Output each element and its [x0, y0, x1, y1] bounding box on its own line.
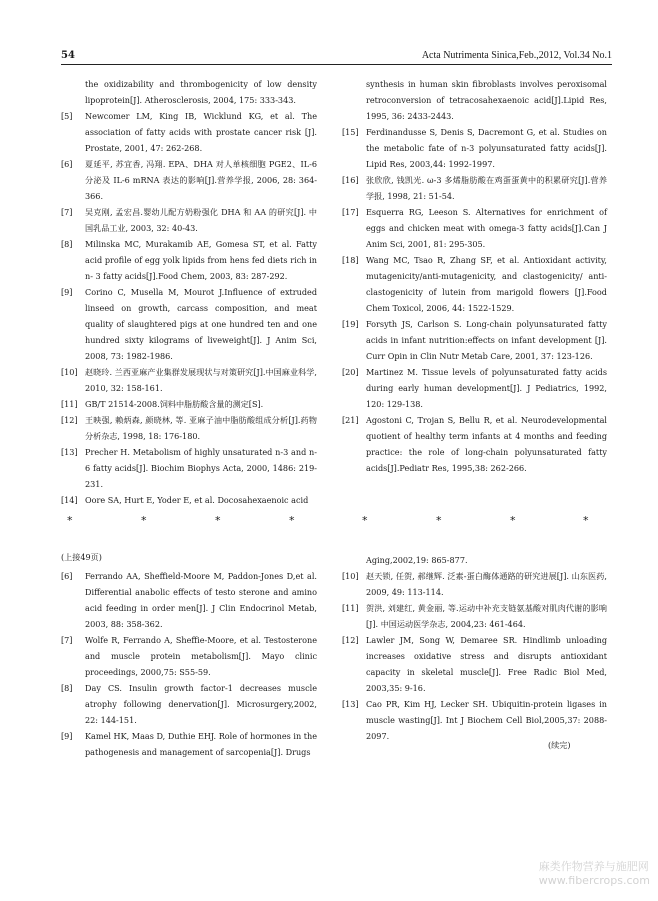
reference-item — [61, 412, 317, 444]
reference-item — [342, 204, 607, 252]
reference-number: [19] — [342, 319, 359, 329]
reference-number: [14] — [61, 495, 78, 505]
reference-number: [9] — [61, 731, 73, 741]
reference-number: [9] — [61, 287, 73, 297]
reference-item — [342, 76, 607, 124]
reference-item — [61, 680, 317, 728]
continued-from-label: (上接49页) — [61, 552, 102, 562]
reference-number: [5] — [61, 111, 73, 121]
reference-text: 张欣欣, 钱凯光. ω-3 多烯脂肪酸在鸡蛋蛋黄中的积累研究[J].营养学报, 1998, 21: 51-54. — [366, 175, 607, 201]
reference-text: Precher H. Metabolism of highly unsaturated n-3 and n-6 fatty acids[J]. Biochim Biophys Acta, 2000, 1486: 219-231. — [85, 447, 317, 489]
reference-number: [17] — [342, 207, 359, 217]
reference-item — [61, 492, 317, 508]
reference-number: [7] — [61, 207, 73, 217]
reference-number: [18] — [342, 255, 359, 265]
references-upper-left — [61, 76, 317, 508]
reference-item — [61, 364, 317, 396]
reference-item — [61, 632, 317, 680]
reference-number: [11] — [342, 603, 359, 613]
separator-star: * — [583, 514, 589, 527]
reference-item — [61, 284, 317, 364]
reference-item — [61, 568, 317, 632]
reference-text: Corino C, Musella M, Mourot J.Influence of extruded linseed on growth, carcass composition, and meat quality of slaughtered pigs at one hundred ten and one hundred sixty kilograms of liveweight[J]. J Anim Sci, 2008, 73: 1982-1986. — [85, 287, 317, 361]
reference-item — [61, 108, 317, 156]
reference-item — [342, 600, 607, 632]
reference-text: 夏延平, 苏宜香, 冯翔. EPA、DHA 对人单核细胞 PGE2、IL-6 分泌及 IL-6 mRNA 表达的影响[J].营养学报, 2006, 28: 364-366. — [85, 159, 317, 201]
reference-number: [10] — [342, 571, 359, 581]
reference-number — [61, 76, 85, 108]
reference-text: 王映强, 赖炳森, 颜晓林, 等. 亚麻子油中脂肪酸组成分析[J].药物分析杂志, 1998, 18: 176-180. — [85, 415, 317, 441]
reference-item — [61, 204, 317, 236]
reference-text: Wolfe R, Ferrando A, Sheffie-Moore, et al. Testosterone and muscle protein metabolism[J]. Mayo clinic proceedings, 2000,75: S55-59. — [85, 635, 317, 677]
reference-text: the oxidizability and thrombogenicity of low density lipoprotein[J]. Atherosclerosis, 2004, 175: 333-343. — [85, 79, 317, 105]
reference-text: Agostoni C, Trojan S, Bellu R, et al. Neurodevelopmental quotient of healthy term infants at 4 months and feeding practice: the role of long-chain polyunsaturated fatty acids[J].Pediatr Res, 1995,38: 262-266. — [366, 415, 607, 473]
reference-item — [61, 396, 317, 412]
reference-number — [342, 76, 366, 124]
reference-item — [61, 76, 317, 108]
reference-text: Aging,2002,19: 865-877. — [366, 555, 468, 565]
reference-number: [6] — [61, 571, 73, 581]
references-lower-left — [61, 568, 317, 760]
reference-number: [13] — [342, 699, 359, 709]
separator-star: * — [436, 514, 442, 527]
reference-item — [342, 172, 607, 204]
reference-item — [342, 252, 607, 316]
reference-text: Wang MC, Tsao R, Zhang SF, et al. Antioxidant activity, mutagenicity/anti-mutagenicity, and clastogenicity/ anti- clastogenicity of lutein from marigold flowers [J].Food Chem Toxicol, 2006, 44: 1522-1529. — [366, 255, 607, 313]
reference-item — [342, 316, 607, 364]
references-upper-right — [342, 76, 607, 476]
separator-star: * — [141, 514, 147, 527]
reference-text: Ferrando AA, Sheffield-Moore M, Paddon-Jones D,et al. Differential anabolic effects of testo sterone and amino acid feeding in order men[J]. J Clin Endocrinol Metab, 2003, 88: 358-362. — [85, 571, 317, 629]
reference-number: [12] — [61, 415, 78, 425]
reference-text: Milinska MC, Murakamib AE, Gomesa ST, et al. Fatty acid profile of egg yolk lipids from hens fed diets rich in n- 3 fatty acids[J].Food Chem, 2003, 83: 287-292. — [85, 239, 317, 281]
reference-text: Cao PR, Kim HJ, Lecker SH. Ubiquitin-protein ligases in muscle wasting[J]. Int J Biochem Cell Biol,2005,37: 2088-2097. — [366, 699, 607, 741]
reference-text: Newcomer LM, King IB, Wicklund KG, et al. The association of fatty acids with prostate cancer risk [J]. Prostate, 2001, 47: 262-268. — [85, 111, 317, 153]
reference-text: 吴克刚, 孟宏昌.婴幼儿配方奶粉强化 DHA 和 AA 的研究[J]. 中国乳品工业, 2003, 32: 40-43. — [85, 207, 317, 233]
reference-number: [13] — [61, 447, 78, 457]
references-lower-right — [342, 552, 607, 744]
reference-item — [342, 552, 607, 568]
reference-text: Esquerra RG, Leeson S. Alternatives for enrichment of eggs and chicken meat with omega-3 fatty acids[J].Can J Anim Sci, 2001, 81: 295-305. — [366, 207, 607, 249]
reference-text: Day CS. Insulin growth factor-1 decreases muscle atrophy following denervation[J]. Microsurgery,2002, 22: 144-151. — [85, 683, 317, 725]
journal-citation: Acta Nutrimenta Sinica,Feb.,2012, Vol.34 No.1 — [421, 50, 612, 61]
reference-item — [61, 728, 317, 760]
reference-item — [61, 156, 317, 204]
end-label: (续完) — [548, 740, 571, 750]
watermark — [539, 860, 650, 888]
page-number: 54 — [61, 50, 75, 61]
separator-star: * — [215, 514, 221, 527]
reference-item — [342, 412, 607, 476]
reference-item — [342, 696, 607, 744]
reference-text: GB/T 21514-2008.饲料中脂肪酸含量的测定[S]. — [85, 399, 264, 409]
reference-number — [342, 552, 366, 568]
reference-text: Lawler JM, Song W, Demaree SR. Hindlimb unloading increases oxidative stress and disrupts antioxidant capacity in skeletal muscle[J]. Free Radic Biol Med, 2003,35: 9-16. — [366, 635, 607, 693]
watermark-url: www.fibercrops.com — [538, 874, 650, 887]
running-header — [61, 50, 612, 64]
reference-text: 赵晓玲. 兰西亚麻产业集群发展现状与对策研究[J].中国麻业科学, 2010, 32: 158-161. — [85, 367, 317, 393]
reference-text: 赵天锁, 任贺, 郝继辉. 泛素-蛋白酶体通路的研究进展[J]. 山东医药, 2009, 49: 113-114. — [366, 571, 607, 597]
reference-number: [7] — [61, 635, 73, 645]
reference-number: [16] — [342, 175, 359, 185]
reference-item — [342, 124, 607, 172]
reference-item — [61, 444, 317, 492]
reference-text: Oore SA, Hurt E, Yoder E, et al. Docosahexaenoic acid — [85, 495, 309, 505]
separator-star: * — [289, 514, 295, 527]
separator-star: * — [362, 514, 368, 527]
reference-text: Ferdinandusse S, Denis S, Dacremont G, et al. Studies on the metabolic fate of n-3 polyunsaturated fatty acids[J]. Lipid Res, 2003,44: 1992-1997. — [366, 127, 607, 169]
reference-number: [8] — [61, 239, 73, 249]
reference-item — [61, 236, 317, 284]
reference-text: Kamel HK, Maas D, Duthie EHJ. Role of hormones in the pathogenesis and management of sarcopenia[J]. Drugs — [85, 731, 317, 757]
section-separator — [61, 514, 612, 528]
reference-text: Forsyth JS, Carlson S. Long-chain polyunsaturated fatty acids in infant nutrition:effects on infant development [J]. Curr Opin in Clin Nutr Metab Care, 2001, 37: 123-126. — [366, 319, 607, 361]
reference-number: [10] — [61, 367, 78, 377]
reference-item — [342, 568, 607, 600]
separator-star: * — [67, 514, 73, 527]
watermark-title: 麻类作物营养与施肥网 — [538, 860, 649, 873]
reference-number: [6] — [61, 159, 73, 169]
header-rule — [61, 64, 612, 65]
reference-number: [11] — [61, 399, 78, 409]
reference-number: [15] — [342, 127, 359, 137]
reference-text: Martinez M. Tissue levels of polyunsaturated fatty acids during early human development[J]. J Pediatrics, 1992, 120: 129-138. — [366, 367, 607, 409]
reference-number: [20] — [342, 367, 359, 377]
reference-number: [8] — [61, 683, 73, 693]
reference-text: 贺洪, 刘建红, 黄金丽, 等.运动中补充支链氨基酸对肌肉代谢的影响[J]. 中国运动医学杂志, 2004,23: 461-464. — [366, 603, 607, 629]
reference-number: [12] — [342, 635, 359, 645]
reference-number: [21] — [342, 415, 359, 425]
reference-item — [342, 364, 607, 412]
reference-item — [342, 632, 607, 696]
separator-star: * — [510, 514, 516, 527]
reference-text: synthesis in human skin fibroblasts involves peroxisomal retroconversion of tetracosahexaenoic acid[J].Lipid Res, 1995, 36: 2433-2443. — [366, 79, 607, 121]
